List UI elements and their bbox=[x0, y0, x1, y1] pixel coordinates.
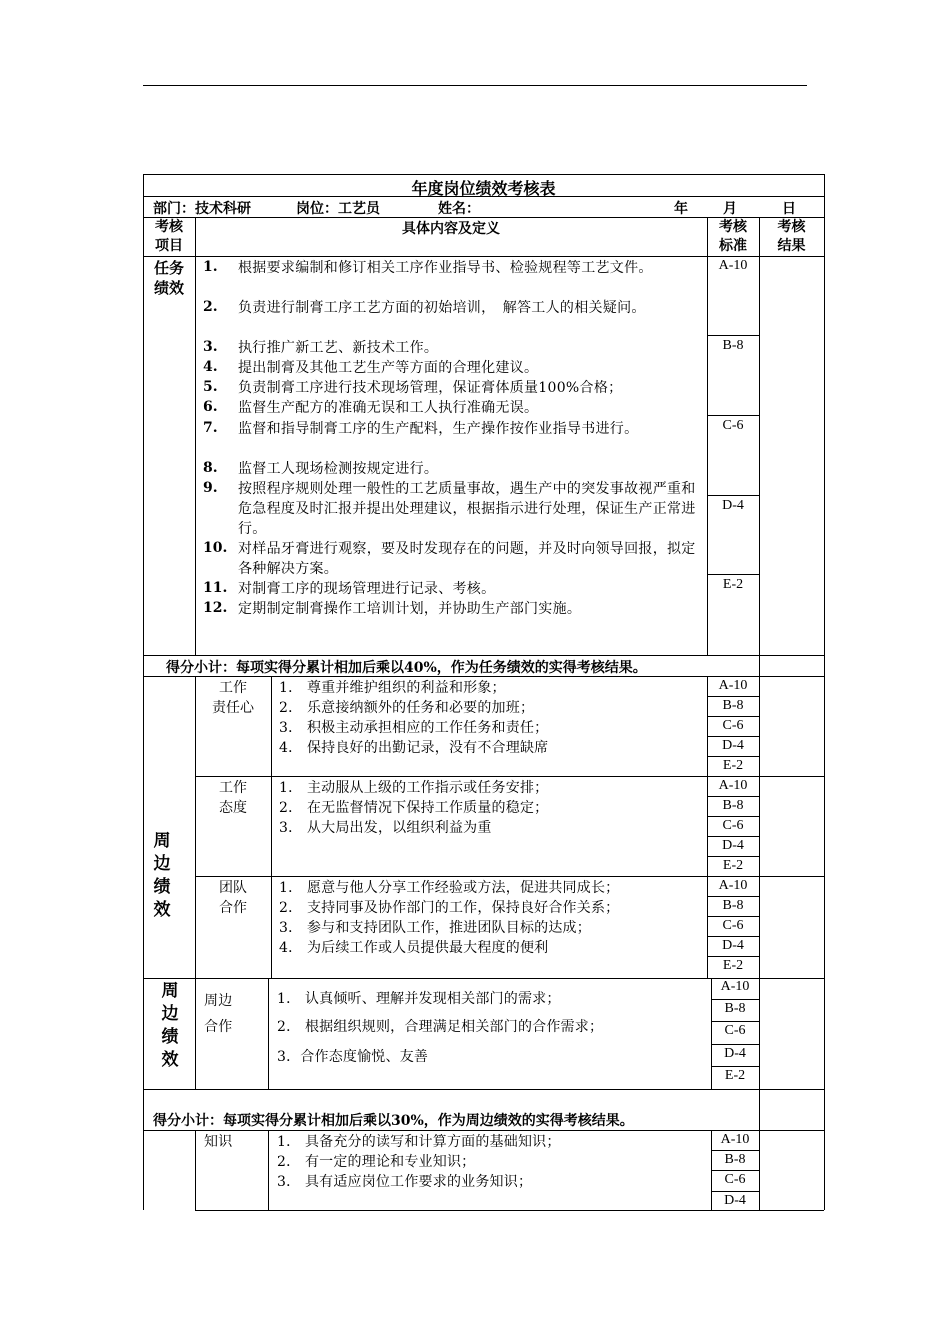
grade-b: B-8 bbox=[722, 898, 744, 913]
task-item-num: 10. bbox=[203, 540, 228, 556]
list-item: 1． 愿意与他人分享工作经验或方法，促进共同成长； bbox=[279, 880, 620, 896]
grade-b: B-8 bbox=[724, 1001, 746, 1016]
col-header-item bbox=[143, 218, 195, 256]
col-header-standard bbox=[707, 218, 759, 256]
post-field: 岗位：工艺员 bbox=[296, 201, 380, 217]
task-subtotal: 得分小计：每项实得分累计相加后乘以40%，作为任务绩效的实得考核结果。 bbox=[166, 660, 647, 676]
group-label-line1: 工作 bbox=[219, 780, 247, 796]
grade-e: E-2 bbox=[724, 1068, 746, 1083]
list-item: 2． 根据组织规则，合理满足相关部门的合作需求； bbox=[277, 1019, 604, 1035]
task-item-text: 负责制膏工序进行技术现场管理，保证膏体质量100%合格； bbox=[238, 380, 623, 396]
list-item: 4． 为后续工作或人员提供最大程度的便利 bbox=[279, 940, 549, 956]
task-item-num: 5. bbox=[203, 379, 218, 395]
group-label-line2: 合作 bbox=[219, 900, 247, 916]
list-item: 3． 从大局出发，以组织利益为重 bbox=[279, 820, 492, 836]
grade-e: E-2 bbox=[722, 577, 744, 592]
list-item: 2． 支持同事及协作部门的工作，保持良好合作关系； bbox=[279, 900, 620, 916]
task-performance-label bbox=[143, 258, 195, 298]
grade-a: A-10 bbox=[718, 778, 748, 793]
peripheral-performance-label: 周边绩效 bbox=[153, 831, 171, 920]
task-item-text: 监督工人现场检测按规定进行。 bbox=[238, 461, 439, 477]
task-item-num: 9. bbox=[203, 480, 218, 496]
col-header-item-line2: 项目 bbox=[155, 238, 183, 254]
task-item-text: 对制膏工序的现场管理进行记录、考核。 bbox=[238, 581, 496, 597]
task-item-text: 根据要求编制和修订相关工序作业指导书、检验规程等工艺文件。 bbox=[238, 260, 653, 276]
grade-a: A-10 bbox=[720, 979, 750, 994]
peripheral-subtotal: 得分小计：每项实得分累计相加后乘以30%，作为周边绩效的实得考核结果。 bbox=[153, 1113, 634, 1129]
grade-c: C-6 bbox=[724, 1172, 746, 1187]
group-label-knowledge: 知识 bbox=[204, 1134, 233, 1150]
year-label: 年 bbox=[674, 201, 688, 217]
grade-e: E-2 bbox=[722, 758, 744, 773]
list-item: 3．合作态度愉悦、友善 bbox=[277, 1049, 429, 1065]
list-item: 3． 具有适应岗位工作要求的业务知识； bbox=[277, 1174, 533, 1190]
task-item-num: 8. bbox=[203, 460, 218, 476]
grade-b: B-8 bbox=[722, 338, 744, 353]
task-item-num: 3. bbox=[203, 339, 218, 355]
task-label-line2: 绩效 bbox=[153, 279, 184, 297]
group-label-cooperation-line2: 合作 bbox=[204, 1019, 233, 1035]
list-item: 2． 在无监督情况下保持工作质量的稳定； bbox=[279, 800, 549, 816]
grade-a: A-10 bbox=[718, 258, 748, 273]
grade-c: C-6 bbox=[722, 818, 744, 833]
peripheral2-performance-label: 周边绩效 bbox=[161, 981, 179, 1070]
task-item-text: 按照程序规则处理一般性的工艺质量事故，遇生产中的突发事故视严重和危急程度及时汇报并提出处理建议，根据指示进行处理，保证生产正常进行。 bbox=[238, 481, 696, 537]
grade-c: C-6 bbox=[722, 718, 744, 733]
task-item-text: 监督生产配方的准确无误和工人执行准确无误。 bbox=[238, 400, 539, 416]
grade-d: D-4 bbox=[722, 498, 744, 513]
group-label-line2: 态度 bbox=[219, 800, 247, 816]
grade-a: A-10 bbox=[718, 678, 748, 693]
list-item: 2． 乐意接纳额外的任务和必要的加班； bbox=[279, 700, 535, 716]
group-label-line2: 责任心 bbox=[212, 700, 254, 716]
col-header-item-line1: 考核 bbox=[155, 219, 183, 235]
col-header-result bbox=[759, 218, 824, 256]
grade-b: B-8 bbox=[724, 1152, 746, 1167]
task-item-text: 提出制膏及其他工艺生产等方面的合理化建议。 bbox=[238, 360, 539, 376]
month-label: 月 bbox=[723, 201, 737, 217]
col-header-standard-line2: 标准 bbox=[719, 238, 747, 254]
group-label-attitude bbox=[198, 778, 268, 818]
task-item-num: 1. bbox=[203, 259, 218, 275]
grade-d: D-4 bbox=[724, 1046, 746, 1061]
task-item-num: 7. bbox=[203, 420, 218, 436]
task-label-line1: 任务 bbox=[153, 259, 184, 277]
col-header-content: 具体内容及定义 bbox=[402, 221, 500, 237]
task-item-num: 6. bbox=[203, 399, 218, 415]
name-field: 姓名： bbox=[438, 201, 480, 217]
col-header-standard-line1: 考核 bbox=[719, 219, 747, 235]
grade-b: B-8 bbox=[722, 798, 744, 813]
group-label-responsibility bbox=[198, 678, 268, 718]
list-item: 1． 具备充分的读写和计算方面的基础知识； bbox=[277, 1134, 561, 1150]
task-item-text: 执行推广新工艺、新技术工作。 bbox=[238, 340, 439, 356]
grade-e: E-2 bbox=[722, 958, 744, 973]
header-rule bbox=[143, 85, 807, 86]
grade-d: D-4 bbox=[722, 738, 744, 753]
task-item-num: 4. bbox=[203, 359, 218, 375]
list-item: 2． 有一定的理论和专业知识； bbox=[277, 1154, 476, 1170]
task-item-text: 监督和指导制膏工序的生产配料，生产操作按作业指导书进行。 bbox=[238, 421, 639, 437]
col-header-result-line2: 结果 bbox=[777, 238, 806, 254]
day-label: 日 bbox=[782, 201, 796, 217]
group-label-cooperation-line1: 周边 bbox=[204, 993, 233, 1009]
group-label-line1: 团队 bbox=[219, 880, 247, 896]
form-title: 年度岗位绩效考核表 bbox=[411, 179, 556, 198]
grade-a: A-10 bbox=[720, 1132, 750, 1147]
grade-b: B-8 bbox=[722, 698, 744, 713]
group-label-line1: 工作 bbox=[219, 680, 247, 696]
task-item-text: 定期制定制膏操作工培训计划，并协助生产部门实施。 bbox=[238, 601, 582, 617]
list-item: 1． 主动服从上级的工作指示或任务安排； bbox=[279, 780, 549, 796]
task-item-text: 负责进行制膏工序工艺方面的初始培训， 解答工人的相关疑问。 bbox=[238, 300, 646, 316]
grade-c: C-6 bbox=[724, 1023, 746, 1038]
dept-field: 部门：技术科研 bbox=[153, 201, 251, 217]
grade-d: D-4 bbox=[722, 838, 744, 853]
grade-c: C-6 bbox=[722, 918, 744, 933]
task-item-text: 对样品牙膏进行观察，要及时发现存在的问题，并及时向领导回报，拟定各种解决方案。 bbox=[238, 541, 696, 577]
grade-d: D-4 bbox=[724, 1193, 746, 1208]
group-label-teamwork bbox=[198, 878, 268, 918]
grade-d: D-4 bbox=[722, 938, 744, 953]
col-header-result-line1: 考核 bbox=[777, 219, 806, 235]
task-item-num: 12. bbox=[203, 600, 228, 616]
list-item: 3． 参与和支持团队工作，推进团队目标的达成； bbox=[279, 920, 591, 936]
list-item: 3． 积极主动承担相应的工作任务和责任； bbox=[279, 720, 549, 736]
task-item-num: 11. bbox=[203, 580, 228, 596]
list-item: 1． 认真倾听、理解并发现相关部门的需求； bbox=[277, 991, 561, 1007]
list-item: 1． 尊重并维护组织的利益和形象； bbox=[279, 680, 506, 696]
task-item-num: 2. bbox=[203, 299, 218, 315]
grade-c: C-6 bbox=[722, 418, 744, 433]
grade-e: E-2 bbox=[722, 858, 744, 873]
grade-a: A-10 bbox=[718, 878, 748, 893]
list-item: 4． 保持良好的出勤记录，没有不合理缺席 bbox=[279, 740, 549, 756]
